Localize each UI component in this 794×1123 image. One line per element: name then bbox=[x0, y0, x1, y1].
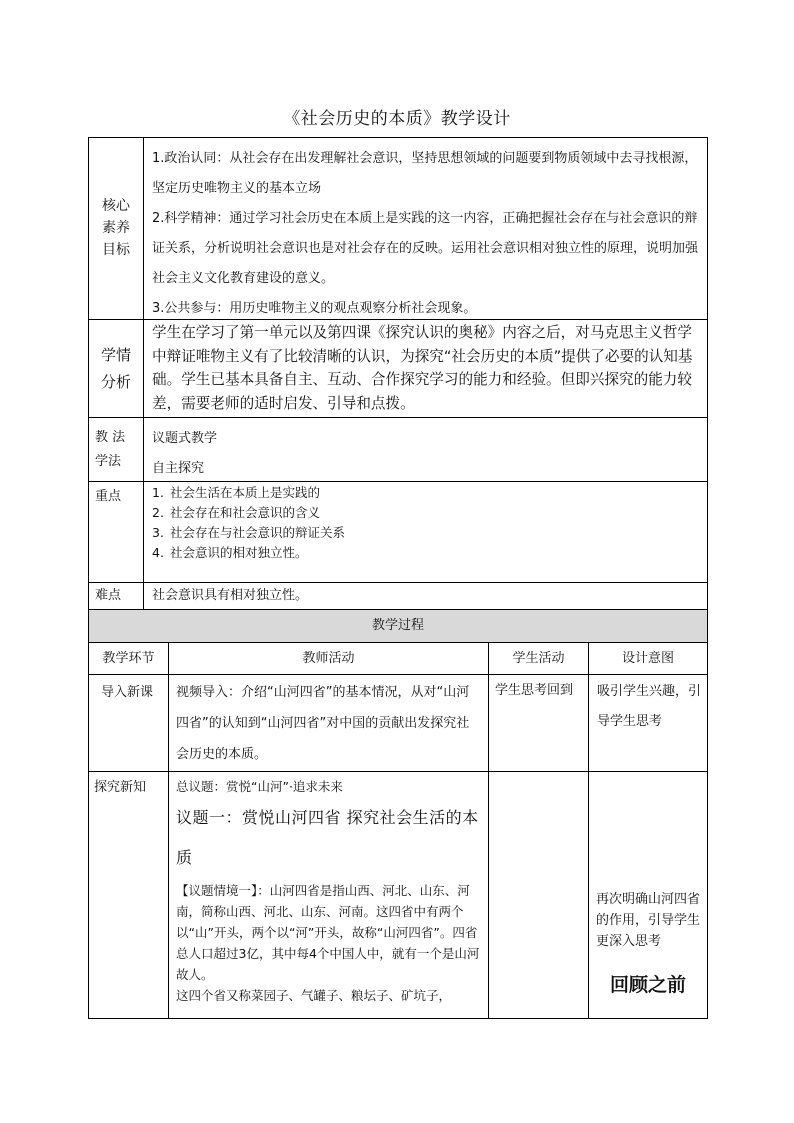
analysis-content bbox=[144, 320, 708, 417]
column-header-text: 教师活动 bbox=[302, 651, 355, 666]
case-continuation: 这四个省又称菜园子、气罐子、粮坛子、矿坑子， bbox=[176, 988, 452, 1003]
core-literacy-content bbox=[144, 138, 708, 319]
analysis-text: 学生在学习了第一单元以及第四课《探究认识的奥秘》内容之后，对马克思主义哲学中辩证唯物主义有了比较清晰的认识，为探究“社会历史的本质”提供了必要的认知基础。学生已基本具备自主、互动、合作探究学习的能力和经验。但即兴探究的能力较差，需要老师的适时启发、引导和点拨。 bbox=[152, 324, 693, 412]
core-item-1 bbox=[152, 144, 701, 204]
document-title: 《社会历史的本质》教学设计 bbox=[283, 109, 511, 129]
intent-cell bbox=[589, 772, 708, 1018]
col-intent-header bbox=[589, 643, 708, 674]
analysis-label bbox=[89, 320, 144, 417]
analysis-row bbox=[89, 320, 708, 418]
label-line: 教 法 bbox=[95, 430, 126, 445]
key-points-content bbox=[144, 482, 708, 582]
method-line: 自主探究 bbox=[152, 461, 205, 476]
list-number: 3. bbox=[152, 525, 164, 540]
method-label bbox=[89, 418, 144, 481]
key-label-text: 重点 bbox=[95, 489, 122, 504]
case-head: 【议题情境一】 bbox=[176, 883, 258, 898]
method-line: 议题式教学 bbox=[152, 431, 218, 446]
process-row-intro bbox=[89, 675, 708, 772]
process-columns-row bbox=[89, 643, 708, 675]
label-line: 目标 bbox=[102, 242, 130, 258]
list-number: 1. bbox=[152, 485, 164, 500]
difficulty-text: 社会意识具有相对独立性。 bbox=[152, 588, 309, 603]
col-student-header bbox=[489, 643, 589, 674]
student-cell bbox=[489, 772, 589, 1018]
list-text: 社会存在与社会意识的辩证关系 bbox=[170, 525, 346, 540]
teacher-cell bbox=[169, 675, 489, 771]
intent-text: 吸引学生兴趣，引导学生思考 bbox=[597, 684, 702, 729]
list-text: 社会生活在本质上是实践的 bbox=[170, 485, 321, 500]
label-line: 核心 bbox=[102, 198, 130, 214]
lesson-plan-table bbox=[88, 137, 708, 1019]
subtopic-heading: 议题一：赏悦山河四省 探究社会生活的本质 bbox=[176, 808, 479, 867]
list-item bbox=[152, 503, 701, 523]
col-teacher-header bbox=[169, 643, 489, 674]
item-text: 通过学习社会历史在本质上是实践的这一内容，正确把握社会存在与社会意识的辩证关系，分析说明社会意识也是对社会存在的反映。运用社会意识相对独立性的原理，说明加强社会主义文化教育建设的意义。 bbox=[152, 211, 699, 286]
column-header-text: 教学环节 bbox=[102, 651, 155, 666]
list-number: 2. bbox=[152, 505, 164, 520]
col-stage-header bbox=[89, 643, 169, 674]
list-text: 社会存在和社会意识的含义 bbox=[170, 505, 321, 520]
list-item bbox=[152, 483, 701, 503]
key-points-row bbox=[89, 482, 708, 583]
column-header-text: 设计意图 bbox=[621, 651, 674, 666]
key-points-label bbox=[89, 482, 144, 582]
process-row-explore bbox=[89, 772, 708, 1019]
label-line: 分析 bbox=[100, 373, 131, 391]
stage-cell bbox=[89, 772, 169, 1018]
item-head: 3.公共参与： bbox=[152, 301, 230, 316]
list-item bbox=[152, 543, 701, 563]
core-item-2 bbox=[152, 204, 701, 294]
stage-text: 探究新知 bbox=[94, 780, 147, 795]
core-literacy-row bbox=[89, 138, 708, 320]
column-header-text: 学生活动 bbox=[512, 651, 565, 666]
difficulty-label bbox=[89, 583, 144, 609]
student-cell bbox=[489, 675, 589, 771]
item-text: 用历史唯物主义的观点观察分析社会现象。 bbox=[229, 301, 477, 316]
item-head: 1.政治认同： bbox=[152, 151, 230, 166]
teacher-text: 视频导入：介绍“山河四省”的基本情况，从对“山河四省”的认知到“山河四省”对中国的贡献出发探究社会历史的本质。 bbox=[176, 685, 470, 762]
list-number: 4. bbox=[152, 545, 164, 560]
teacher-cell bbox=[169, 772, 489, 1018]
stage-cell bbox=[89, 675, 169, 771]
intent-big-text: 回顾之前 bbox=[609, 974, 686, 996]
student-text: 学生思考回到 bbox=[495, 683, 574, 698]
label-line: 素养 bbox=[102, 220, 130, 236]
process-header-row bbox=[89, 610, 708, 643]
item-head: 2.科学精神： bbox=[152, 211, 230, 226]
item-text: 从社会存在出发理解社会意识，坚持思想领域的问题要到物质领域中去寻找根源，坚定历史唯物主义的基本立场 bbox=[152, 151, 698, 196]
intent-text: 再次明确山河四省的作用，引导学生更深入思考 bbox=[596, 892, 701, 949]
label-line: 学情 bbox=[100, 346, 131, 364]
difficulty-content bbox=[144, 583, 708, 609]
method-row bbox=[89, 418, 708, 482]
method-content bbox=[144, 418, 708, 481]
process-header-cell bbox=[89, 610, 708, 642]
case-text: ：山河四省是指山西、河北、山东、河南，简称山西、河北、山东、河南。这四省中有两个以“山”开头，两个以“河”开头，故称“山河四省”。四省总人口超过3亿，其中每4个中国人中，就有一个是山河故人。 bbox=[176, 883, 480, 982]
process-header-text: 教学过程 bbox=[371, 618, 424, 633]
list-item bbox=[152, 523, 701, 543]
difficulty-label-text: 难点 bbox=[95, 588, 122, 603]
main-topic: 总议题：赏悦“山河”·追求未来 bbox=[176, 779, 343, 794]
core-literacy-label bbox=[89, 138, 144, 319]
difficulty-row bbox=[89, 583, 708, 610]
case-paragraph bbox=[176, 880, 482, 985]
list-text: 社会意识的相对独立性。 bbox=[170, 545, 308, 560]
stage-text: 导入新课 bbox=[101, 685, 154, 700]
label-line: 学法 bbox=[95, 454, 122, 469]
key-points-list bbox=[152, 483, 701, 563]
intent-cell bbox=[589, 675, 708, 771]
